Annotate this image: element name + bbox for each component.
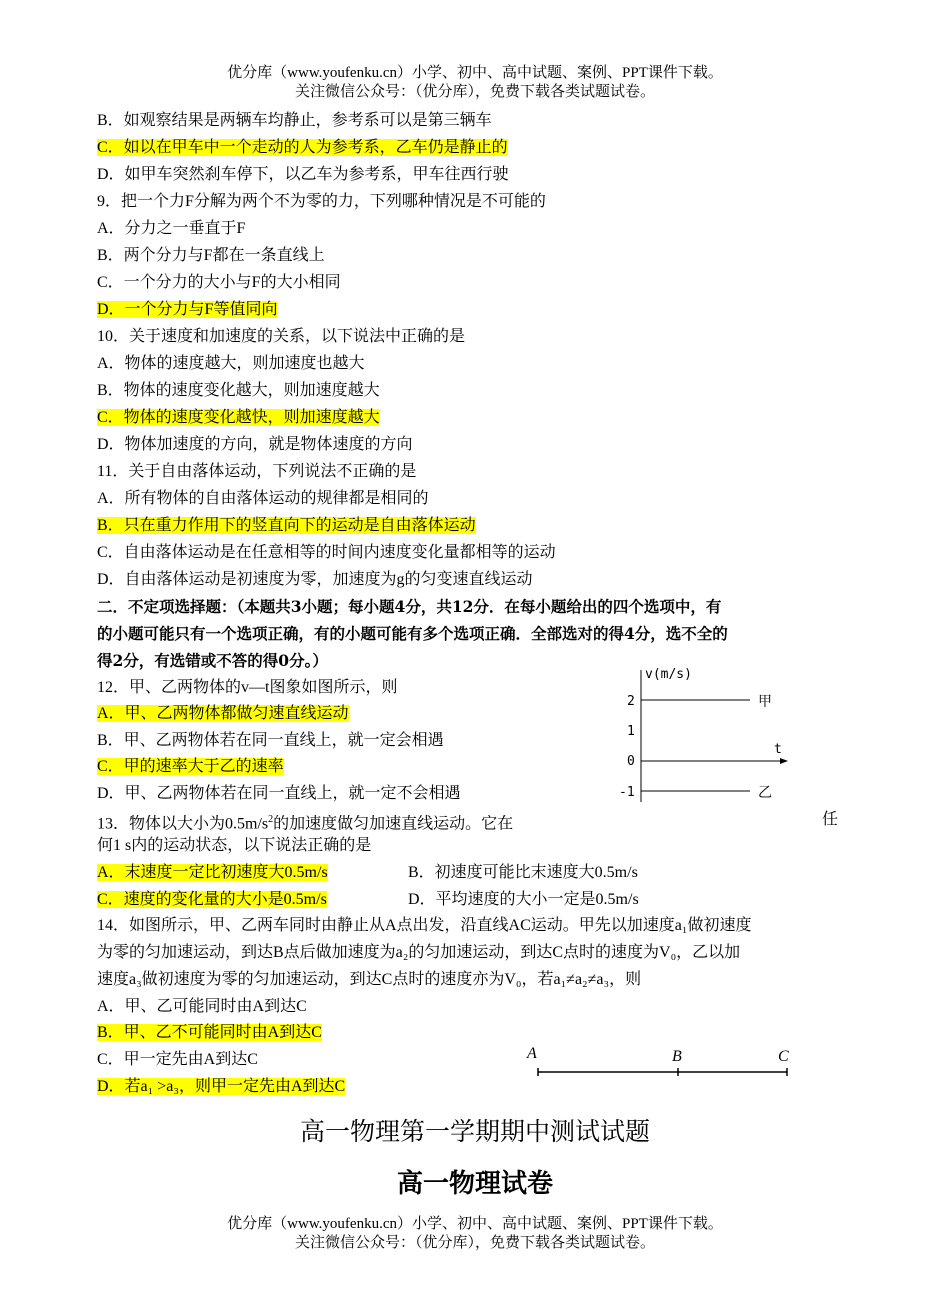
q11-option-c: C．自由落体运动是在任意相等的时间内速度变化量都相等的运动: [97, 544, 556, 561]
q14-option-d: D．若a₁ >a₃，则甲一定先由A到达C: [97, 1078, 346, 1095]
q10-option-b: B．物体的速度变化越大，则加速度越大: [97, 382, 380, 399]
q14-option-c: C．甲一定先由A到达C: [97, 1051, 258, 1068]
series-jia-label: 甲: [758, 694, 772, 710]
q9-option-a: A．分力之一垂直于F: [97, 220, 246, 237]
series-yi-label: 乙: [758, 785, 772, 801]
q13-stem-line-2: 何1 s内的运动状态，以下说法正确的是: [97, 837, 372, 854]
tick-1: 1: [627, 724, 635, 739]
header-line-1: 优分库（www.youfenku.cn）小学、初中、高中试题、案例、PPT课件下载。: [227, 65, 723, 81]
q10-stem: 10．关于速度和加速度的关系，以下说法中正确的是: [97, 328, 466, 345]
main-title: 高一物理第一学期期中测试试题: [299, 1119, 650, 1146]
q14-option-a: A．甲、乙可能同时由A到达C: [97, 998, 307, 1015]
q9-option-b: B．两个分力与F都在一条直线上: [97, 247, 325, 264]
q11-option-d: D．自由落体运动是初速度为零，加速度为g的匀变速直线运动: [97, 571, 533, 588]
v-axis-label: v(m/s): [645, 667, 692, 682]
q13-option-b: B．初速度可能比末速度大0.5m/s: [408, 864, 638, 881]
section-2-line-1: 二．不定项选择题：（本题共3小题；每小题4分，共12分．在每小题给出的四个选项中，有: [97, 597, 722, 616]
q10-option-a: A．物体的速度越大，则加速度也越大: [97, 355, 365, 372]
footer-line-2: 关注微信公众号：（优分库），免费下载各类试题试卷。: [294, 1235, 655, 1251]
footer-line-1: 优分库（www.youfenku.cn）小学、初中、高中试题、案例、PPT课件下载。: [227, 1216, 723, 1232]
q9-stem: 9．把一个力F分解为两个不为零的力，下列哪种情况是不可能的: [97, 193, 546, 210]
tick-neg1: -1: [619, 785, 635, 800]
t-axis-label: t: [774, 742, 782, 757]
q12-stem: 12．甲、乙两物体的v—t图象如图所示，则: [97, 679, 398, 696]
section-2-line-3: 得2分，有选错或不答的得0分。）: [97, 651, 328, 670]
q10-option-c: C．物体的速度变化越快，则加速度越大: [97, 409, 380, 426]
t-axis-arrow: [780, 758, 788, 764]
q12-option-c: C．甲的速率大于乙的速率: [97, 758, 284, 775]
q12-option-a: A．甲、乙两物体都做匀速直线运动: [97, 705, 349, 722]
q14-line-1: 14．如图所示，甲、乙两车同时由静止从A点出发，沿直线AC运动。甲先以加速度a₁做初速度: [97, 917, 752, 934]
q10-option-d: D．物体加速度的方向，就是物体速度的方向: [97, 436, 413, 453]
point-c-label: C: [778, 1048, 789, 1065]
q8-option-c: C．如以在甲车中一个走动的人为参考系，乙车仍是静止的: [97, 139, 508, 156]
q13-option-d: D．平均速度的大小一定是0.5m/s: [408, 891, 639, 908]
q11-option-b: B．只在重力作用下的竖直向下的运动是自由落体运动: [97, 517, 476, 534]
q13-stem: 13．物体以大小为$0.5m/s^2$的加速度做匀加速直线运动。它在: [97, 814, 514, 833]
vt-graph: [612, 660, 802, 810]
q8-option-d: D．如甲车突然刹车停下，以乙车为参考系，甲车往西行驶: [97, 166, 509, 183]
q11-stem: 11．关于自由落体运动，下列说法不正确的是: [97, 463, 417, 480]
sub-title: 高一物理试卷: [396, 1169, 553, 1198]
tick-2: 2: [627, 694, 635, 709]
q14-line-2: 为零的匀加速运动，到达B点后做加速度为a₂的匀加速运动，到达C点时的速度为V₀，乙以加: [97, 944, 741, 961]
q8-option-b: B．如观察结果是两辆车均静止，参考系可以是第三辆车: [97, 112, 492, 129]
q12-option-b: B．甲、乙两物体若在同一直线上，就一定会相遇: [97, 732, 444, 749]
tick-0: 0: [627, 754, 635, 769]
q11-option-a: A．所有物体的自由落体运动的规律都是相同的: [97, 490, 429, 507]
q9-option-d: D．一个分力与F等值同向: [97, 301, 278, 318]
point-b-label: B: [672, 1048, 682, 1065]
q13-option-a: A．末速度一定比初速度大0.5m/s: [97, 864, 328, 881]
section-2-line-2: 的小题可能只有一个选项正确，有的小题可能有多个选项正确．全部选对的得4分，选不全的: [97, 624, 728, 643]
header-line-2: 关注微信公众号：（优分库），免费下载各类试题试卷。: [294, 84, 655, 100]
q14-line-3: 速度a₃做初速度为零的匀加速运动，到达C点时的速度亦为V₀，若a₁≠a₂≠a₃，则: [97, 971, 642, 988]
point-a-label: A: [527, 1045, 537, 1062]
q13-option-c: C．速度的变化量的大小是0.5m/s: [97, 891, 327, 908]
q12-option-d: D．甲、乙两物体若在同一直线上，就一定不会相遇: [97, 785, 461, 802]
q9-option-c: C．一个分力的大小与F的大小相同: [97, 274, 341, 291]
q14-option-b: B．甲、乙不可能同时由A到达C: [97, 1024, 322, 1041]
abc-diagram: [520, 1040, 800, 1082]
q13-stem-ren: 任: [822, 811, 839, 828]
